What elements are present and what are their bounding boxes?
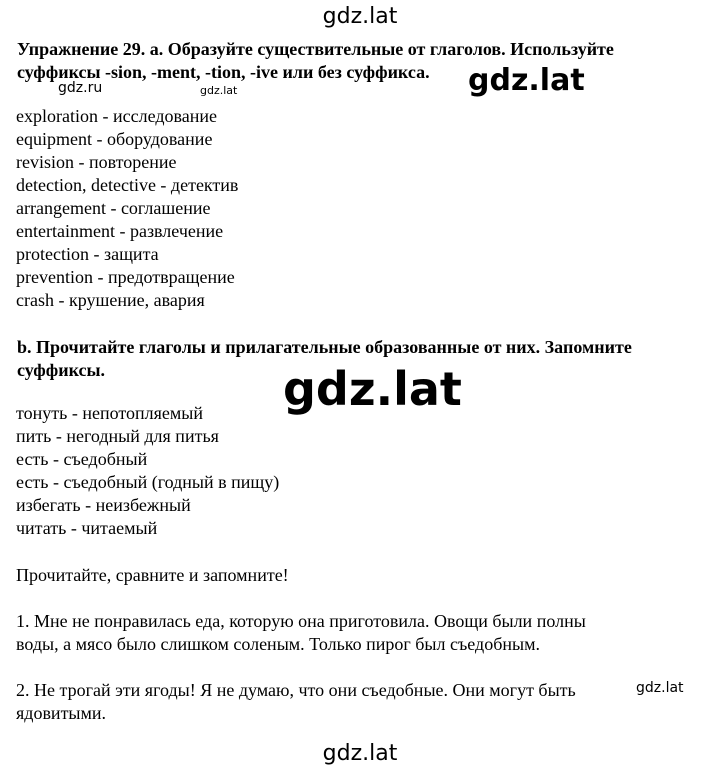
watermark-bold-right: gdz.lat bbox=[468, 63, 585, 98]
watermark-tiny: gdz.lat bbox=[200, 84, 238, 97]
list-item: detection, detective - детектив bbox=[16, 175, 239, 195]
exercise-a-list bbox=[16, 105, 238, 312]
exercise-b-list bbox=[16, 402, 279, 540]
list-item: есть - съедобный bbox=[16, 449, 148, 469]
list-item: revision - повторение bbox=[16, 152, 177, 172]
watermark-bottom: gdz.lat bbox=[322, 741, 398, 766]
paragraph-line: 1. Мне не понравилась еда, которую она приготовила. Овощи были полны bbox=[16, 611, 586, 631]
compare-paragraph-2 bbox=[16, 679, 706, 725]
watermark-right-line: gdz.lat bbox=[636, 680, 684, 696]
list-item: arrangement - соглашение bbox=[16, 198, 211, 218]
list-item: prevention - предотвращение bbox=[16, 267, 235, 287]
list-item: пить - негодный для питья bbox=[16, 426, 219, 446]
list-item: тонуть - непотопляемый bbox=[16, 403, 203, 423]
list-item: есть - съедобный (годный в пищу) bbox=[16, 472, 280, 492]
list-item: entertainment - развлечение bbox=[16, 221, 224, 241]
exercise-a-heading-line2: суффиксы -sion, -ment, -tion, -ive или без суффикса. bbox=[17, 62, 430, 82]
compare-intro: Прочитайте, сравните и запомните! bbox=[16, 565, 289, 585]
watermark-top: gdz.lat bbox=[322, 4, 398, 29]
list-item: exploration - исследование bbox=[16, 106, 217, 126]
list-item: читать - читаемый bbox=[16, 518, 158, 538]
list-item: protection - защита bbox=[16, 244, 159, 264]
watermark-small-left: gdz.ru bbox=[58, 80, 103, 96]
exercise-b-heading-line1: b. Прочитайте глаголы и прилагательные образованные от них. Запомните bbox=[17, 337, 632, 357]
list-item: избегать - неизбежный bbox=[16, 495, 191, 515]
exercise-a-heading bbox=[17, 38, 707, 84]
paragraph-line: 2. Не трогай эти ягоды! Я не думаю, что они съедобные. Они могут быть bbox=[16, 680, 576, 700]
list-item: crash - крушение, авария bbox=[16, 290, 205, 310]
exercise-b-heading-line2: суффиксы. bbox=[17, 360, 106, 380]
exercise-a-heading-line1: Упражнение 29. a. Образуйте существительные от глаголов. Используйте bbox=[17, 39, 614, 59]
paragraph-line: ядовитыми. bbox=[16, 703, 107, 723]
compare-paragraph-1 bbox=[16, 610, 706, 656]
list-item: equipment - оборудование bbox=[16, 129, 213, 149]
paragraph-line: воды, а мясо было слишком соленым. Только пирог был съедобным. bbox=[16, 634, 540, 654]
watermark-big-center: gdz.lat bbox=[283, 362, 462, 416]
